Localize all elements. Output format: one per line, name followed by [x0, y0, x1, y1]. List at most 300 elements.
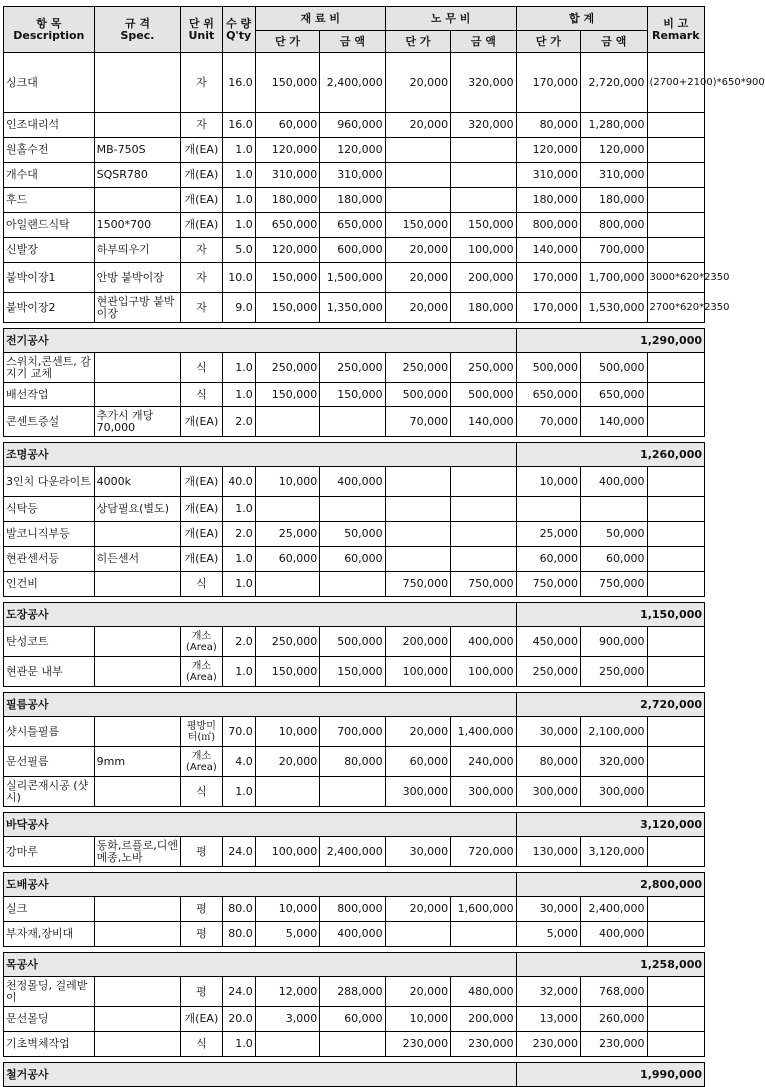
- total-unit-price: 70,000: [516, 407, 580, 437]
- material-amount: 500,000: [320, 627, 385, 657]
- material-amount: 150,000: [320, 383, 385, 407]
- total-amount: 260,000: [581, 1007, 647, 1032]
- remark: [647, 922, 704, 947]
- total-amount: 1,700,000: [581, 263, 647, 293]
- remark: [647, 238, 704, 263]
- remark: [647, 777, 704, 807]
- table-row: [4, 747, 705, 777]
- labor-unit-price: 20,000: [385, 897, 450, 922]
- labor-amount: 250,000: [451, 353, 516, 383]
- total-unit-price: 180,000: [516, 188, 580, 213]
- material-unit-price: 5,000: [255, 922, 319, 947]
- table-row: [4, 138, 705, 163]
- total-unit-price: 500,000: [516, 353, 580, 383]
- material-amount: 60,000: [320, 547, 385, 572]
- material-amount: 600,000: [320, 238, 385, 263]
- item-spec: 4000k: [94, 467, 181, 497]
- item-spec: [94, 1032, 181, 1057]
- table-row: [4, 1032, 705, 1057]
- item-name: 3인치 다운라이트: [4, 467, 95, 497]
- item-qty: 2.0: [222, 627, 255, 657]
- labor-amount: 240,000: [451, 747, 516, 777]
- labor-amount: 200,000: [451, 263, 516, 293]
- remark: (2700+2100)*650*900: [647, 53, 704, 113]
- labor-amount: 400,000: [451, 627, 516, 657]
- section-subtotal: 1,290,000: [516, 329, 704, 353]
- labor-unit-price: 250,000: [385, 353, 450, 383]
- header-material-unit-price: 단 가: [255, 31, 319, 53]
- table-row: [4, 213, 705, 238]
- item-unit: 자: [181, 238, 222, 263]
- table-row: [4, 497, 705, 522]
- header-total-unit-price: 단 가: [516, 31, 580, 53]
- item-qty: 4.0: [222, 747, 255, 777]
- material-unit-price: [255, 777, 319, 807]
- labor-unit-price: 20,000: [385, 53, 450, 113]
- total-unit-price: 30,000: [516, 717, 580, 747]
- header-remark: 비 고 Remark: [647, 7, 704, 53]
- header-labor-amount: 금 액: [451, 31, 516, 53]
- total-unit-price: 130,000: [516, 837, 580, 867]
- item-qty: 1.0: [222, 383, 255, 407]
- total-unit-price: 32,000: [516, 977, 580, 1007]
- section-subtotal: 3,120,000: [516, 813, 704, 837]
- item-name: 아일랜드식탁: [4, 213, 95, 238]
- item-spec: [94, 353, 181, 383]
- material-amount: 400,000: [320, 922, 385, 947]
- material-unit-price: 20,000: [255, 747, 319, 777]
- labor-amount: 200,000: [451, 1007, 516, 1032]
- total-amount: 3,120,000: [581, 837, 647, 867]
- remark: [647, 407, 704, 437]
- section-subtotal: 1,990,000: [516, 1063, 704, 1087]
- item-name: 배선작업: [4, 383, 95, 407]
- material-unit-price: 650,000: [255, 213, 319, 238]
- item-qty: 1.0: [222, 188, 255, 213]
- table-row: [4, 657, 705, 687]
- item-qty: 1.0: [222, 657, 255, 687]
- total-amount: 320,000: [581, 747, 647, 777]
- remark: [647, 627, 704, 657]
- item-qty: 24.0: [222, 977, 255, 1007]
- total-unit-price: 800,000: [516, 213, 580, 238]
- remark: [647, 547, 704, 572]
- item-spec: [94, 572, 181, 597]
- item-name: 천정몰딩, 걸레받이: [4, 977, 95, 1007]
- section-header-row: [4, 443, 705, 467]
- header-total-amount: 금 액: [581, 31, 647, 53]
- material-unit-price: 10,000: [255, 897, 319, 922]
- material-amount: 50,000: [320, 522, 385, 547]
- labor-amount: [451, 467, 516, 497]
- table-row: [4, 977, 705, 1007]
- labor-amount: [451, 497, 516, 522]
- item-spec: 동화,르플로,디엔메종,노바: [94, 837, 181, 867]
- item-unit: 식: [181, 353, 222, 383]
- material-amount: 700,000: [320, 717, 385, 747]
- labor-unit-price: 500,000: [385, 383, 450, 407]
- item-name: 개수대: [4, 163, 95, 188]
- item-qty: 40.0: [222, 467, 255, 497]
- labor-amount: 1,600,000: [451, 897, 516, 922]
- total-amount: 230,000: [581, 1032, 647, 1057]
- item-unit: 평: [181, 977, 222, 1007]
- remark: [647, 897, 704, 922]
- item-spec: 히든센서: [94, 547, 181, 572]
- total-unit-price: 80,000: [516, 747, 580, 777]
- labor-amount: 1,400,000: [451, 717, 516, 747]
- item-spec: [94, 522, 181, 547]
- table-row: [4, 922, 705, 947]
- section-subtotal: 1,260,000: [516, 443, 704, 467]
- material-unit-price: 25,000: [255, 522, 319, 547]
- material-unit-price: 150,000: [255, 383, 319, 407]
- item-unit: 개(EA): [181, 407, 222, 437]
- item-spec: MB-750S: [94, 138, 181, 163]
- item-name: 문선몰딩: [4, 1007, 95, 1032]
- item-qty: 16.0: [222, 53, 255, 113]
- total-unit-price: 80,000: [516, 113, 580, 138]
- remark: [647, 837, 704, 867]
- labor-unit-price: 750,000: [385, 572, 450, 597]
- table-row: [4, 467, 705, 497]
- labor-unit-price: [385, 922, 450, 947]
- item-unit: 자: [181, 53, 222, 113]
- item-qty: 10.0: [222, 263, 255, 293]
- item-unit: 개(EA): [181, 497, 222, 522]
- item-qty: 2.0: [222, 407, 255, 437]
- material-unit-price: 150,000: [255, 657, 319, 687]
- material-unit-price: [255, 407, 319, 437]
- material-amount: 400,000: [320, 467, 385, 497]
- material-amount: 800,000: [320, 897, 385, 922]
- section-title: 철거공사: [4, 1063, 517, 1087]
- material-amount: 120,000: [320, 138, 385, 163]
- item-unit: 식: [181, 1032, 222, 1057]
- section-header-row: [4, 953, 705, 977]
- total-amount: 700,000: [581, 238, 647, 263]
- total-amount: 250,000: [581, 657, 647, 687]
- material-unit-price: 100,000: [255, 837, 319, 867]
- total-unit-price: 650,000: [516, 383, 580, 407]
- labor-unit-price: 100,000: [385, 657, 450, 687]
- material-unit-price: [255, 1032, 319, 1057]
- total-amount: 300,000: [581, 777, 647, 807]
- item-name: 붙박이장1: [4, 263, 95, 293]
- labor-unit-price: 20,000: [385, 293, 450, 323]
- labor-unit-price: 20,000: [385, 717, 450, 747]
- item-name: 싱크대: [4, 53, 95, 113]
- section-header-row: [4, 329, 705, 353]
- item-name: 실크: [4, 897, 95, 922]
- item-spec: [94, 53, 181, 113]
- total-amount: 750,000: [581, 572, 647, 597]
- material-amount: 150,000: [320, 657, 385, 687]
- remark: [647, 497, 704, 522]
- item-unit: 자: [181, 263, 222, 293]
- item-qty: 1.0: [222, 213, 255, 238]
- item-spec: 9mm: [94, 747, 181, 777]
- labor-unit-price: 200,000: [385, 627, 450, 657]
- table-row: [4, 353, 705, 383]
- labor-amount: [451, 138, 516, 163]
- item-unit: 식: [181, 383, 222, 407]
- material-unit-price: [255, 572, 319, 597]
- item-qty: 1.0: [222, 547, 255, 572]
- section-title: 바닥공사: [4, 813, 517, 837]
- material-amount: [320, 572, 385, 597]
- total-unit-price: 750,000: [516, 572, 580, 597]
- item-unit: 개(EA): [181, 188, 222, 213]
- item-spec: 1500*700: [94, 213, 181, 238]
- table-row: [4, 407, 705, 437]
- header-material: 재 료 비: [255, 7, 385, 31]
- item-qty: 16.0: [222, 113, 255, 138]
- total-amount: 2,400,000: [581, 897, 647, 922]
- item-name: 콘센트증설: [4, 407, 95, 437]
- remark: 2700*620*2350: [647, 293, 704, 323]
- section-subtotal: 2,720,000: [516, 693, 704, 717]
- total-unit-price: 60,000: [516, 547, 580, 572]
- item-spec: 안방 붙박이장: [94, 263, 181, 293]
- labor-unit-price: [385, 497, 450, 522]
- total-unit-price: 30,000: [516, 897, 580, 922]
- remark: [647, 163, 704, 188]
- labor-unit-price: [385, 138, 450, 163]
- material-amount: 180,000: [320, 188, 385, 213]
- item-spec: 상담필요(별도): [94, 497, 181, 522]
- table-row: [4, 53, 705, 113]
- item-spec: [94, 657, 181, 687]
- item-spec: [94, 188, 181, 213]
- material-amount: 1,350,000: [320, 293, 385, 323]
- labor-amount: 140,000: [451, 407, 516, 437]
- table-row: [4, 163, 705, 188]
- item-spec: [94, 383, 181, 407]
- remark: [647, 747, 704, 777]
- remark: [647, 138, 704, 163]
- material-unit-price: 12,000: [255, 977, 319, 1007]
- total-amount: 120,000: [581, 138, 647, 163]
- total-unit-price: 170,000: [516, 293, 580, 323]
- item-unit: 개(EA): [181, 547, 222, 572]
- item-unit: 개(EA): [181, 213, 222, 238]
- item-qty: 2.0: [222, 522, 255, 547]
- material-amount: 2,400,000: [320, 837, 385, 867]
- header-spec: 규 격 Spec.: [94, 7, 181, 53]
- material-unit-price: 120,000: [255, 138, 319, 163]
- header-labor: 노 무 비: [385, 7, 516, 31]
- labor-unit-price: 230,000: [385, 1032, 450, 1057]
- item-name: 샷시틀필름: [4, 717, 95, 747]
- total-unit-price: 25,000: [516, 522, 580, 547]
- remark: [647, 213, 704, 238]
- material-amount: [320, 497, 385, 522]
- material-unit-price: 150,000: [255, 263, 319, 293]
- item-name: 신발장: [4, 238, 95, 263]
- material-amount: [320, 1032, 385, 1057]
- table-row: [4, 572, 705, 597]
- labor-amount: [451, 547, 516, 572]
- total-unit-price: 250,000: [516, 657, 580, 687]
- material-unit-price: 180,000: [255, 188, 319, 213]
- table-row: [4, 627, 705, 657]
- item-spec: [94, 627, 181, 657]
- header-unit: 단 위 Unit: [181, 7, 222, 53]
- total-amount: 800,000: [581, 213, 647, 238]
- total-unit-price: 140,000: [516, 238, 580, 263]
- total-unit-price: 170,000: [516, 263, 580, 293]
- material-amount: [320, 777, 385, 807]
- item-qty: 80.0: [222, 922, 255, 947]
- item-spec: 하부띄우기: [94, 238, 181, 263]
- total-unit-price: 450,000: [516, 627, 580, 657]
- labor-amount: 320,000: [451, 113, 516, 138]
- item-name: 붙박이장2: [4, 293, 95, 323]
- item-qty: 1.0: [222, 572, 255, 597]
- item-name: 후드: [4, 188, 95, 213]
- remark: [647, 188, 704, 213]
- remark: 3000*620*2350: [647, 263, 704, 293]
- table-row: [4, 777, 705, 807]
- labor-amount: [451, 522, 516, 547]
- item-qty: 80.0: [222, 897, 255, 922]
- labor-amount: [451, 922, 516, 947]
- material-unit-price: [255, 497, 319, 522]
- section-header-row: [4, 1063, 705, 1087]
- material-unit-price: 10,000: [255, 467, 319, 497]
- item-name: 강마루: [4, 837, 95, 867]
- item-unit: 개소 (Area): [181, 627, 222, 657]
- item-unit: 식: [181, 777, 222, 807]
- remark: [647, 383, 704, 407]
- section-subtotal: 1,258,000: [516, 953, 704, 977]
- table-row: [4, 293, 705, 323]
- item-unit: 개(EA): [181, 1007, 222, 1032]
- labor-unit-price: 150,000: [385, 213, 450, 238]
- item-spec: [94, 1007, 181, 1032]
- table-row: [4, 837, 705, 867]
- material-amount: 2,400,000: [320, 53, 385, 113]
- remark: [647, 113, 704, 138]
- total-unit-price: [516, 497, 580, 522]
- material-unit-price: 150,000: [255, 293, 319, 323]
- section-header-row: [4, 873, 705, 897]
- total-amount: 768,000: [581, 977, 647, 1007]
- item-qty: 70.0: [222, 717, 255, 747]
- labor-unit-price: 300,000: [385, 777, 450, 807]
- labor-unit-price: 30,000: [385, 837, 450, 867]
- item-qty: 24.0: [222, 837, 255, 867]
- item-qty: 1.0: [222, 777, 255, 807]
- item-name: 기초벽체작업: [4, 1032, 95, 1057]
- estimate-sheet: [3, 6, 765, 1087]
- total-unit-price: 13,000: [516, 1007, 580, 1032]
- labor-amount: 230,000: [451, 1032, 516, 1057]
- total-amount: 1,280,000: [581, 113, 647, 138]
- labor-amount: 100,000: [451, 657, 516, 687]
- total-amount: 900,000: [581, 627, 647, 657]
- remark: [647, 1032, 704, 1057]
- item-name: 스위치,콘센트, 감지기 교체: [4, 353, 95, 383]
- total-amount: 50,000: [581, 522, 647, 547]
- remark: [647, 1007, 704, 1032]
- material-amount: 650,000: [320, 213, 385, 238]
- item-name: 탄성코트: [4, 627, 95, 657]
- material-unit-price: 150,000: [255, 53, 319, 113]
- item-spec: SQSR780: [94, 163, 181, 188]
- item-qty: 5.0: [222, 238, 255, 263]
- labor-amount: [451, 188, 516, 213]
- section-title: 필름공사: [4, 693, 517, 717]
- material-amount: 250,000: [320, 353, 385, 383]
- item-qty: 1.0: [222, 497, 255, 522]
- labor-unit-price: 20,000: [385, 263, 450, 293]
- remark: [647, 467, 704, 497]
- item-spec: [94, 113, 181, 138]
- item-qty: 1.0: [222, 163, 255, 188]
- item-unit: 개소 (Area): [181, 657, 222, 687]
- table-row: [4, 383, 705, 407]
- labor-amount: 180,000: [451, 293, 516, 323]
- total-amount: 60,000: [581, 547, 647, 572]
- labor-unit-price: 20,000: [385, 113, 450, 138]
- material-amount: 60,000: [320, 1007, 385, 1032]
- table-row: [4, 717, 705, 747]
- remark: [647, 353, 704, 383]
- labor-unit-price: [385, 547, 450, 572]
- total-amount: 140,000: [581, 407, 647, 437]
- material-unit-price: 310,000: [255, 163, 319, 188]
- total-unit-price: 5,000: [516, 922, 580, 947]
- item-unit: 개소 (Area): [181, 747, 222, 777]
- item-name: 식탁등: [4, 497, 95, 522]
- header-item: 항 목 Description: [4, 7, 95, 53]
- material-unit-price: 60,000: [255, 113, 319, 138]
- labor-unit-price: [385, 522, 450, 547]
- item-unit: 개(EA): [181, 522, 222, 547]
- table-row: [4, 1007, 705, 1032]
- total-amount: 180,000: [581, 188, 647, 213]
- total-amount: 400,000: [581, 922, 647, 947]
- material-amount: 310,000: [320, 163, 385, 188]
- item-qty: 20.0: [222, 1007, 255, 1032]
- section-title: 도장공사: [4, 603, 517, 627]
- item-qty: 1.0: [222, 1032, 255, 1057]
- labor-amount: 480,000: [451, 977, 516, 1007]
- item-qty: 1.0: [222, 353, 255, 383]
- item-name: 원홀수전: [4, 138, 95, 163]
- material-unit-price: 60,000: [255, 547, 319, 572]
- section-subtotal: 2,800,000: [516, 873, 704, 897]
- remark: [647, 717, 704, 747]
- item-unit: 개(EA): [181, 467, 222, 497]
- material-unit-price: 120,000: [255, 238, 319, 263]
- table-row: [4, 188, 705, 213]
- table-row: [4, 238, 705, 263]
- section-title: 조명공사: [4, 443, 517, 467]
- labor-unit-price: [385, 163, 450, 188]
- item-unit: 개(EA): [181, 163, 222, 188]
- total-amount: [581, 497, 647, 522]
- item-name: 부자재,장비대: [4, 922, 95, 947]
- section-title: 목공사: [4, 953, 517, 977]
- remark: [647, 572, 704, 597]
- item-spec: [94, 922, 181, 947]
- labor-amount: 750,000: [451, 572, 516, 597]
- material-unit-price: 10,000: [255, 717, 319, 747]
- item-spec: 추가시 개당 70,000: [94, 407, 181, 437]
